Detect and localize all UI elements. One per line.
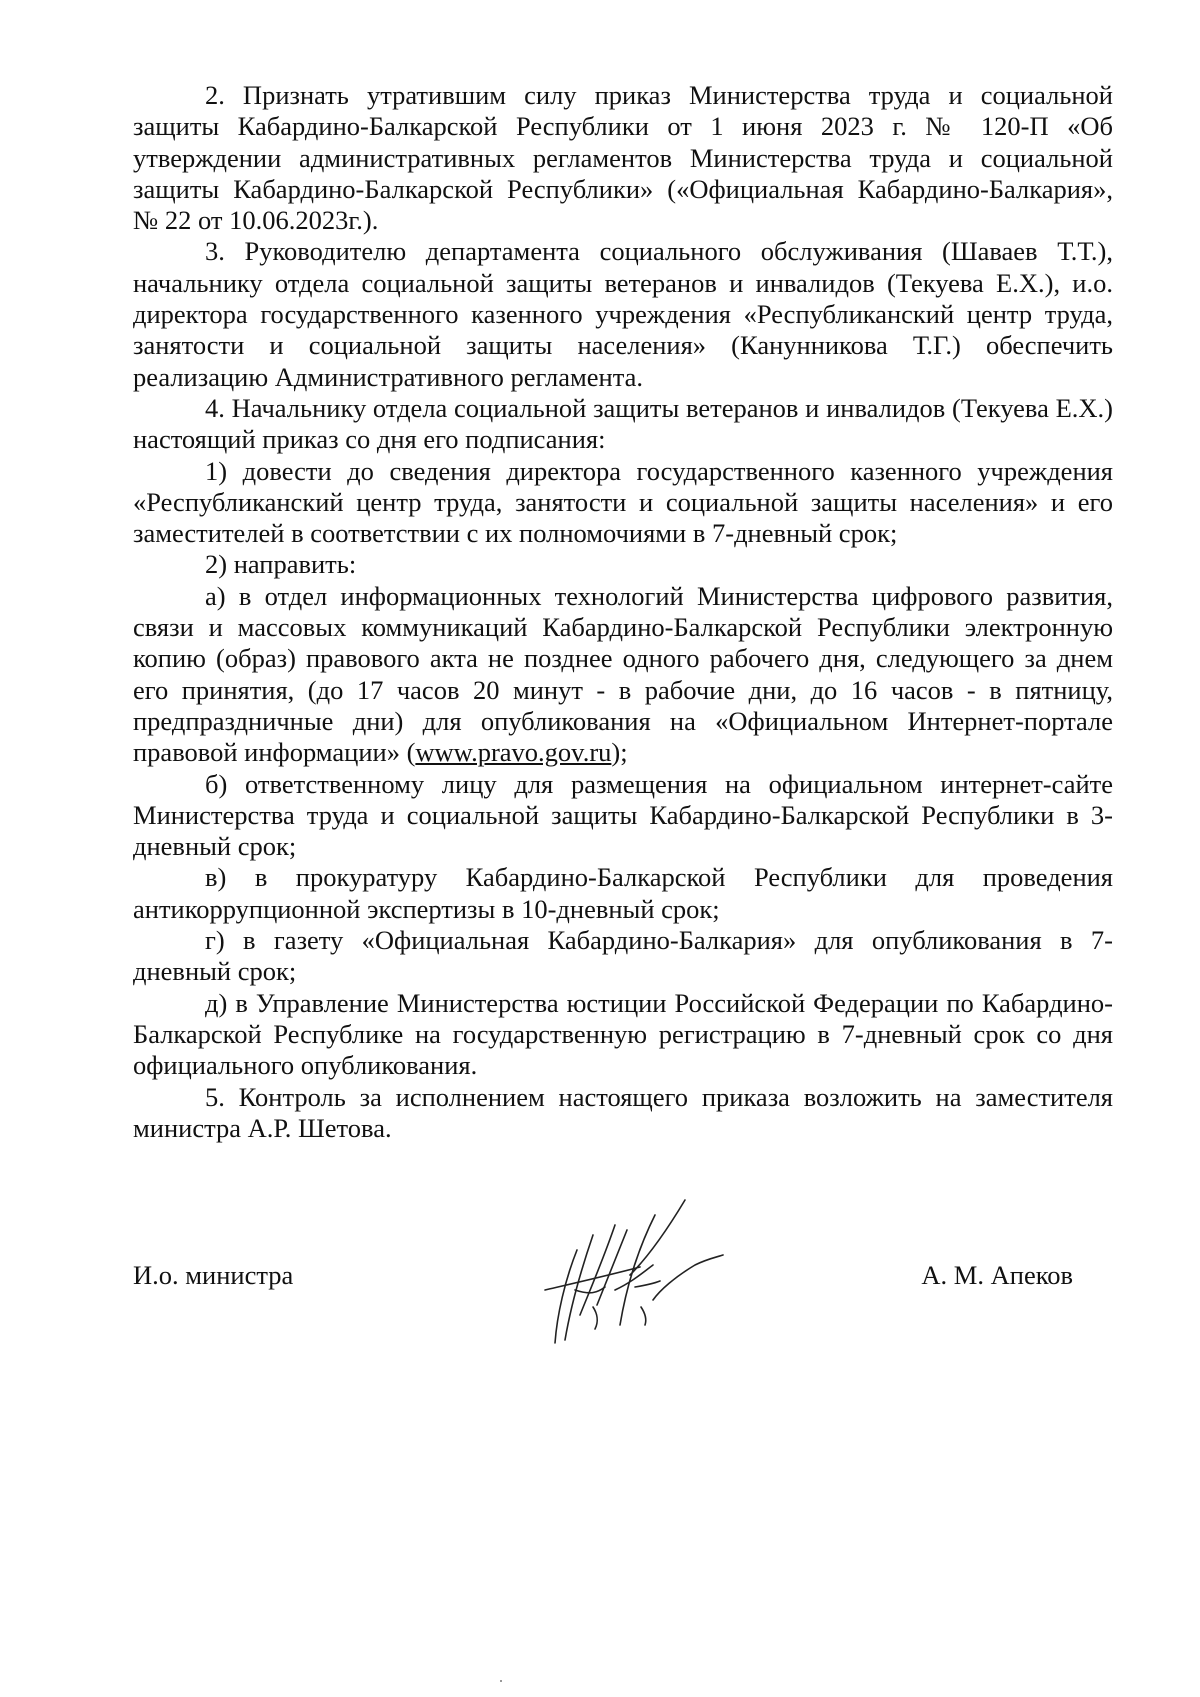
paragraph-3-assignment: 3. Руководителю департамента социального обслуживания (Шаваев Т.Т.), начальнику отдела социальной защиты ветеранов и инвалидов (Текуева Е.Х.), и.о. директора государственного казенного учреждения «Республиканский центр труда, занятости и социальной защиты населения» (Канунникова Т.Г.) обеспечить реализацию Административного регламента. xyxy=(133,236,1113,392)
signature-row xyxy=(133,1260,1073,1300)
document-body xyxy=(133,80,1113,1144)
pravo-gov-link[interactable]: www.pravo.gov.ru xyxy=(415,737,612,768)
item-a-text: а) в отдел информационных технологий Министерства цифрового развития, связи и массовых коммуникаций Кабардино-Балкарской Республики электронную копию (образ) правового акта не позднее одного рабочего дня, следующего за днем его принятия, (до 17 часов 20 минут - в рабочие дни, до 16 часов - в пятницу, предпраздничные дни) для опубликования на «Официальном Интернет-портале правовой информации» ( xyxy=(133,580,1113,768)
paragraph-2-invalidation: 2. Признать утратившим силу приказ Министерства труда и социальной защиты Кабардино-Балкарской Республики от 1 июня 2023 г. № 120-П «Об утверждении административных регламентов Министерства труда и социальной защиты Кабардино-Балкарской Республики» («Официальная Кабардино-Балкария», № 22 от 10.06.2023г.). xyxy=(133,80,1113,236)
paragraph-4-1-notify: 1) довести до сведения директора государственного казенного учреждения «Республиканский центр труда, занятости и социальной защиты населения» и его заместителей в соответствии с их полномочиями в 7-дневный срок; xyxy=(133,455,1113,549)
paragraph-item-v: в) в прокуратуру Кабардино-Балкарской Республики для проведения антикоррупционной экспертизы в 10-дневный срок; xyxy=(133,862,1113,924)
paragraph-item-d: д) в Управление Министерства юстиции Российской Федерации по Кабардино-Балкарской Республике на государственную регистрацию в 7-дневный срок со дня официального опубликования. xyxy=(133,987,1113,1081)
paragraph-item-b: б) ответственному лицу для размещения на официальном интернет-сайте Министерства труда и социальной защиты Кабардино-Балкарской Республики в 3-дневный срок; xyxy=(133,768,1113,862)
paragraph-4-head-of-department: 4. Начальнику отдела социальной защиты ветеранов и инвалидов (Текуева Е.Х.) настоящий приказ со дня его подписания: xyxy=(133,392,1113,455)
signatory-name: А. М. Апеков xyxy=(921,1260,1073,1290)
item-a-closing: ); xyxy=(611,737,628,768)
paragraph-4-2-send: 2) направить: xyxy=(205,549,357,580)
paragraph-5-control: 5. Контроль за исполнением настоящего приказа возложить на заместителя министра А.Р. Шетова. xyxy=(133,1081,1113,1143)
scan-artifact xyxy=(500,1680,502,1682)
signatory-title: И.о. министра xyxy=(133,1260,294,1290)
paragraph-item-a xyxy=(133,581,1113,769)
paragraph-item-g: г) в газету «Официальная Кабардино-Балкария» для опубликования в 7-дневный срок; xyxy=(133,925,1113,987)
